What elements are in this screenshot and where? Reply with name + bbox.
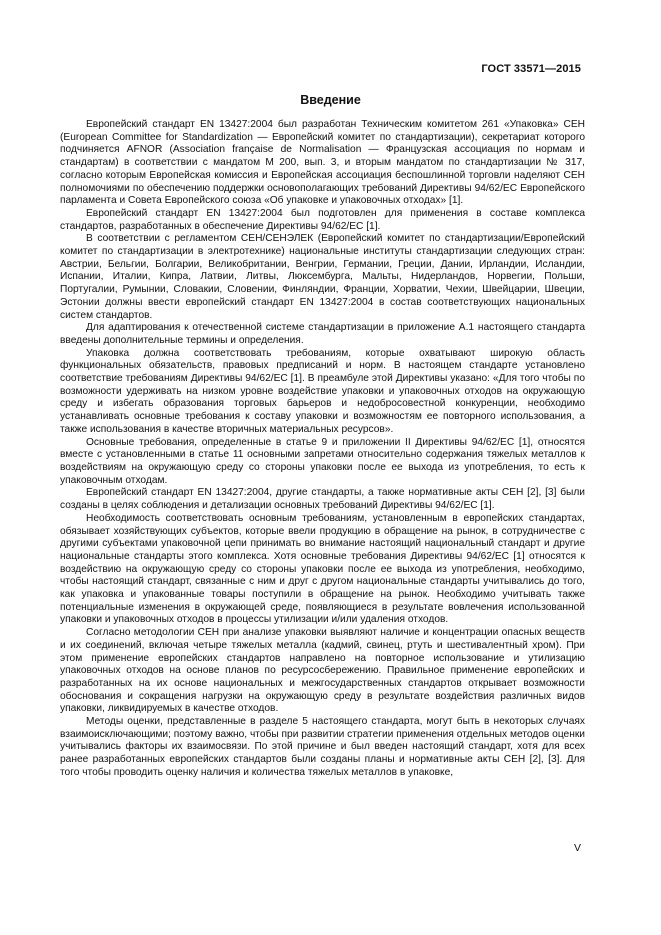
standard-code-header: ГОСТ 33571—2015	[481, 63, 581, 75]
page-number: V	[573, 842, 581, 854]
paragraph-7: Европейский стандарт EN 13427:2004, другие стандарты, а также нормативные акты CEH [2], [3] были созданы в целях соблюдения и детализации основных требований Директивы 94/62/EC [1].	[60, 487, 585, 512]
paragraph-1: Европейский стандарт EN 13427:2004 был разработан Техническим комитетом 261 «Упаковка» CEH (European Committee for Standardization — Европейский комитет по стандартизации), секретариат которого подчиняется AFNOR (Association française de Normalisation — Французская ассоциация по нормам и стандартам) в соответствии с мандатом М 200, вып. 3, и вторым мандатом по стандартизации № 317, согласно которым Европейская комиссия и Европейская ассоциация беспошлинной торговли наделяют CEH полномочиями по обеспечению поддержки основополагающих требований Директивы 94/62/EC Европейского парламента и Совета Европейского союза «Об упаковке и упаковочных отходах» [1].	[60, 119, 585, 207]
paragraph-4: Для адаптирования к отечественной системе стандартизации в приложение А.1 настоящего стандарта введены дополнительные термины и определения.	[60, 322, 585, 346]
introduction-body	[60, 119, 585, 780]
paragraph-3: В соответствии с регламентом CEH/CEHЭЛЕК (Европейский комитет по стандартизации/Европейский комитет по стандартизации в электротехнике) национальные институты стандартизации следующих стран: Австрии, Бельгии, Болгарии, Великобритании, Венгрии, Германии, Греции, Дании, Ирландии, Исландии, Испании, Италии, Кипра, Латвии, Литвы, Люксембурга, Мальты, Нидерландов, Норвегии, Польши, Португалии, Румынии, Словакии, Словении, Финляндии, Франции, Хорватии, Чехии, Швейцарии, Швеции, Эстонии должны ввести европейский стандарт EN 13427:2004 в состав соответствующих национальных систем стандартов.	[60, 233, 585, 321]
paragraph-5: Упаковка должна соответствовать требованиям, которые охватывают широкую область функциональных обязательств, правовых предписаний и норм. В настоящем стандарте установлено соответствие требованиям Директивы 94/62/EC [1]. В преамбуле этой Директивы указано: «Для того чтобы по возможности удерживать на низком уровне воздействие упаковки и упаковочных отходов на окружающую среду и избегать образования торговых барьеров и недобросовестной конкуренции, необходимо устанавливать основные требования к составу упаковки и возможностям ее повторного использования, а также использования в качестве вторичных материальных ресурсов».	[60, 347, 585, 435]
paragraph-6: Основные требования, определенные в статье 9 и приложении II Директивы 94/62/EC [1], относятся вместе с установленными в статье 11 основными запретами относительно содержания тяжелых металлов к воздействиям на окружающую среду со стороны упаковки после ее выхода из употребления, то есть к упаковочным отходам.	[60, 436, 585, 486]
paragraph-8: Необходимость соответствовать основным требованиям, установленным в европейских стандартах, обязывает хозяйствующих субъектов, которые ввели продукцию в обращение на рынок, в сотрудничестве с другими субъектами упаковочной цепи принимать во внимание настоящий национальный стандарт и другие национальные стандарты этого комплекса. Хотя основные требования Директивы 94/62/EC [1] относятся к воздействию на окружающую среду со стороны упаковки после ее выхода из употребления, необходимо, чтобы настоящий стандарт, связанные с ним и друг с другом национальные стандарты учитывались до того, как упаковка и упакованные товары поступили в обращение на рынок. Необходимо учитывать также потенциальные изменения в окружающей среде, появляющиеся в результате вовлечения использованной упаковки и упаковочных отходов в процессы утилизации и/или удаления отходов.	[60, 512, 585, 626]
paragraph-9: Согласно методологии CEH при анализе упаковки выявляют наличие и концентрации опасных веществ и их соединений, включая четыре тяжелых металла (кадмий, свинец, ртуть и шестивалентный хром). При этом применение европейских стандартов направлено на повторное использование и утилизацию упаковочных отходов на основе планов по ресурсосбережению. Правильное применение европейских и разработанных на их основе национальных и межгосударственных стандартов открывает возможности обоснования и сокращения нагрузки на окружающую среду в результате воздействия различных видов упаковки, ликвидируемых в качестве отходов.	[60, 627, 585, 715]
paragraph-10: Методы оценки, представленные в разделе 5 настоящего стандарта, могут быть в некоторых случаях взаимоисключающими; поэтому важно, чтобы при развитии стратегии применения отдельных методов оценки учитывались факторы их взаимосвязи. По этой причине и был введен настоящий стандарт, хотя для всех ранее разработанных европейских стандартов были созданы планы и нормативные акты CEH [2], [3]. Для того чтобы проводить оценку наличия и количества тяжелых металлов в упаковке,	[60, 716, 585, 778]
paragraph-2: Европейский стандарт EN 13427:2004 был подготовлен для применения в составе комплекса стандартов, разработанных в обеспечение Директивы 94/62/EC [1].	[60, 207, 585, 232]
page-title: Введение	[300, 93, 361, 107]
